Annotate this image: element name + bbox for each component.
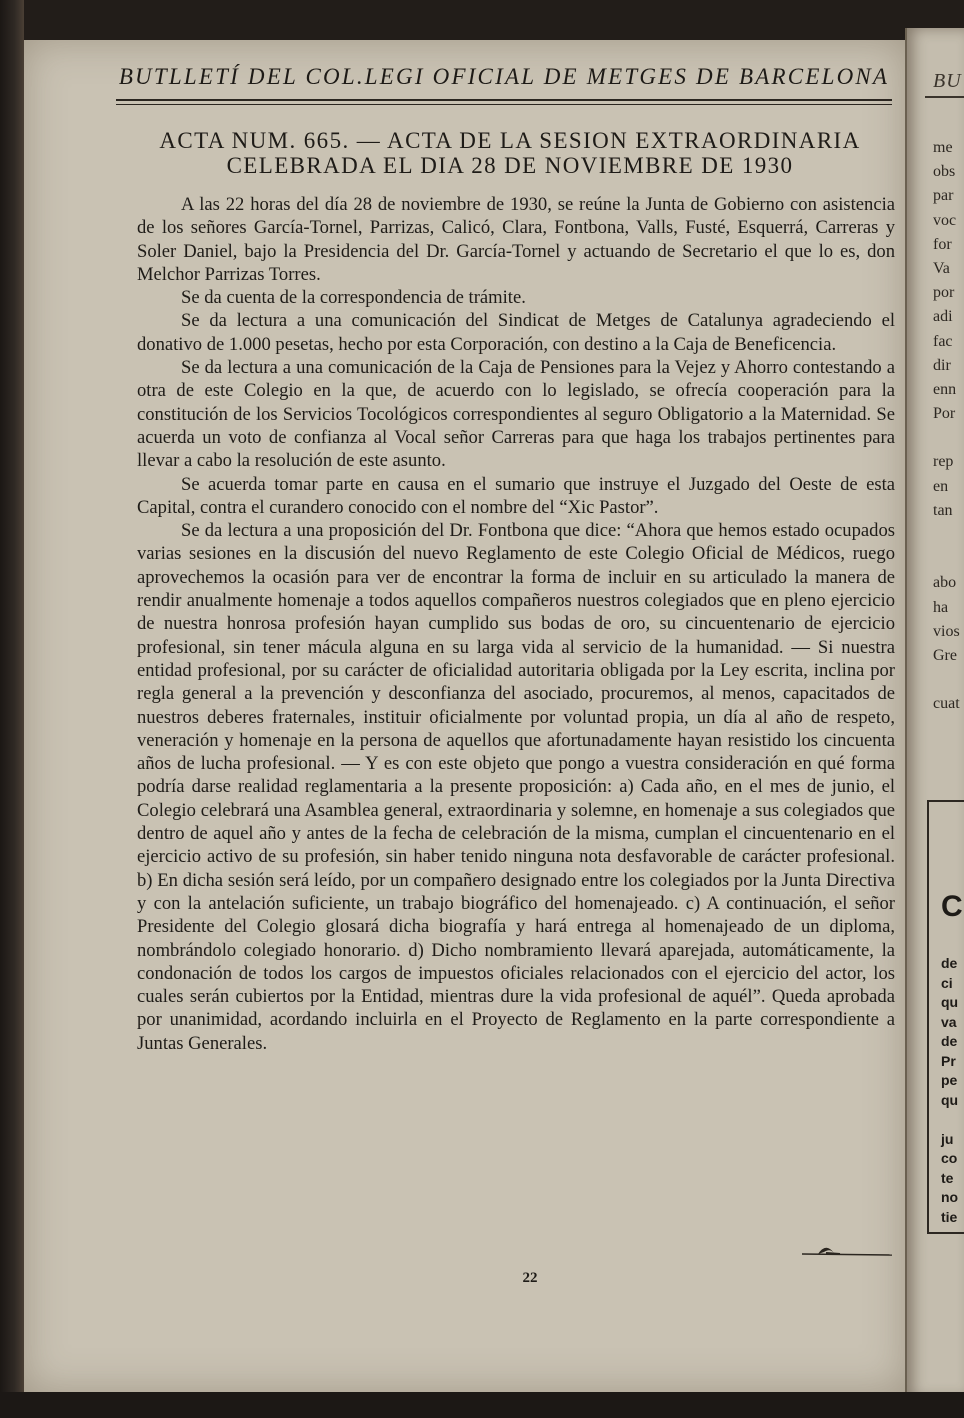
- header-rule-thin: [116, 104, 892, 105]
- scan-top-background: [24, 0, 964, 40]
- adjacent-line: ha: [933, 598, 949, 616]
- adjacent-line: Gre: [933, 646, 957, 664]
- adjacent-line: for: [933, 235, 952, 253]
- adjacent-box-title: C: [941, 890, 963, 923]
- adjacent-box-line: ci: [941, 974, 953, 991]
- adjacent-line: dir: [933, 356, 951, 374]
- adjacent-line: Va: [933, 259, 950, 277]
- adjacent-line: tan: [933, 501, 953, 519]
- paragraph-caja-pensiones: Se da lectura a una comunicación de la Caja de Pensiones para la Vejez y Ahorro contestando a otra de este Colegio en la que, de acuerdo con lo legislado, se ofrecía cooperación para la constitución de los Servicios Tocológicos correspondientes al seguro Obligatorio a la Maternidad. Se acuerda un voto de confianza al Vocal señor Carreras para que haga los trabajos pertinentes para llevar a cabo la resolución de este asunto.: [137, 357, 895, 472]
- adjacent-line: cuat: [933, 695, 960, 713]
- adjacent-line: [933, 523, 960, 547]
- adjacent-line: adi: [933, 308, 953, 326]
- adjacent-line: enn: [933, 380, 957, 398]
- paragraph-correspondence: Se da cuenta de la correspondencia de trámite.: [181, 287, 526, 309]
- adjacent-box-line: no: [941, 1189, 959, 1205]
- adjacent-box-line: qu: [941, 994, 959, 1010]
- article-title: ACTA NUM. 665. — ACTA DE LA SESION EXTRAORDINARIA CELEBRADA EL DIA 28 DE NOVIEMBRE DE 1930: [159, 128, 861, 178]
- paragraph-sindicat-donation: Se da lectura a una comunicación del Sindicat de Metges de Catalunya agradeciendo el donativo de 1.000 pesetas, hecho por esta Corporación, con destino a la Caja de Beneficencia.: [137, 310, 895, 355]
- end-ornament: [800, 1240, 896, 1258]
- adjacent-line: voc: [933, 211, 957, 229]
- article-body: [137, 193, 895, 1055]
- adjacent-line: vios: [933, 622, 960, 640]
- adjacent-line: rep: [933, 453, 954, 471]
- adjacent-box-line: [941, 1110, 958, 1130]
- adjacent-box-line: qu: [941, 1091, 959, 1108]
- scan-left-edge: [0, 0, 24, 1418]
- adjacent-line: [933, 547, 960, 571]
- adjacent-line: en: [933, 477, 949, 495]
- adjacent-box-line: pe: [941, 1072, 958, 1088]
- paragraph-fontbona-proposal: Se da lectura a una proposición del Dr. Fontbona que dice: “Ahora que hemos estado ocupados varias sesiones en la discusión del nuevo Reglamento de este Colegio Oficial de Médicos, ruego aprovechemos la ocasión para ver de encontrar la forma de incluir en su articulado la manera de rendir anualmente homenaje a todos aquellos compañeros nuestros colegiados que en pleno ejercicio de nuestra honrosa profesión hayan cumplido sus bodas de oro, su cincuentenario de ejercicio profesional, sin tener mácula alguna en su larga vida al servicio de la humanidad. — Si nuestra entidad profesional, por su carácter de oficialidad autoritaria obligada por la Ley escrita, inclina por regla general a la prevención y desconfianza del asociado, procuremos, al menos, capacitados de nuestros deberes fraternales, instituir oficialmente por voluntad propia, un día al año de respeto, veneración y homenaje en la persona de aquellos que afortunadamente hayan resistido los cincuenta años de lucha profesional. — Y es con este objeto que pongo a vuestra consideración en qué forma podría darse realidad reglamentaria a la presente proposición: a) Cada año, en el mes de junio, el Colegio celebrará una Asamblea general, extraordinaria y solemne, en homenaje a sus colegiados que dentro de aquel año y antes de la fecha de celebración de la misma, cumplan el cincuentenario en el ejercicio activo de su profesión, sin haber tenido ninguna nota desfavorable de carácter profesional. b) En dicha sesión será leído, por un compañero designado entre los colegiados por la Junta Directiva y con la antelación suficiente, un trabajo biográfico del homenajeado. c) A continuación, el señor Presidente del Colegio glosará dicha biografía y hará entrega al homenajeado de un diploma, nombrándolo colegiado honorario. d) Dicho nombramiento llevará aparejada, automáticamente, la condonación de todos los cargos de impuestos oficiales relacionados con el ejercicio del actor, los cuales serán cubiertos por la Entidad, mientras dure la vida profesional de aquél”. Queda aprobada por unanimidad, acordando incluirla en el Proyecto de Reglamento en la parte correspondiente a Juntas Generales.: [137, 520, 895, 1054]
- adjacent-line: Por: [933, 405, 956, 423]
- adjacent-line: por: [933, 284, 955, 302]
- adjacent-line: obs: [933, 163, 956, 181]
- adjacent-box-line: va: [941, 1013, 957, 1030]
- adjacent-box-line: ju: [941, 1130, 954, 1147]
- adjacent-page-rule: [925, 96, 964, 98]
- adjacent-box-line: te: [941, 1169, 954, 1186]
- adjacent-box-line: de: [941, 955, 958, 971]
- adjacent-line: me: [933, 139, 953, 156]
- adjacent-box-line: tie: [941, 1208, 958, 1225]
- adjacent-box-line: Pr: [941, 1052, 956, 1069]
- adjacent-box-line: co: [941, 1150, 958, 1166]
- adjacent-line: fac: [933, 332, 953, 350]
- paragraph-session-opening: A las 22 horas del día 28 de noviembre de 1930, se reúne la Junta de Gobierno con asistencia de los señores García-Tornel, Parrizas, Calicó, Clara, Fontbona, Valls, Fusté, Esquerrá, Carreras y Soler Daniel, bajo la Presidencia del Dr. García-Tornel y actuando de Secretario el que lo es, don Melchor Parrizas Torres.: [137, 194, 895, 285]
- adjacent-line: abo: [933, 574, 957, 592]
- page-number: 22: [522, 1270, 538, 1286]
- scan-bottom-background: [0, 1392, 964, 1418]
- adjacent-page-header: BU: [933, 70, 962, 92]
- adjacent-box-line: de: [941, 1033, 958, 1049]
- adjacent-page-edge: [905, 28, 964, 1398]
- adjacent-line: par: [933, 187, 954, 205]
- adjacent-page-text: [933, 136, 960, 717]
- paragraph-curandero-case: Se acuerda tomar parte en causa en el sumario que instruye el Juzgado del Oeste de esta Capital, contra el curandero conocido con el nombre del “Xic Pastor”.: [137, 473, 895, 518]
- adjacent-line: [933, 668, 960, 692]
- header-rule-thick: [116, 99, 892, 101]
- running-header: BUTLLETÍ DEL COL.LEGI OFICIAL DE METGES DE BARCELONA: [118, 64, 890, 89]
- adjacent-box-text: [941, 954, 958, 1227]
- adjacent-line: [933, 426, 960, 450]
